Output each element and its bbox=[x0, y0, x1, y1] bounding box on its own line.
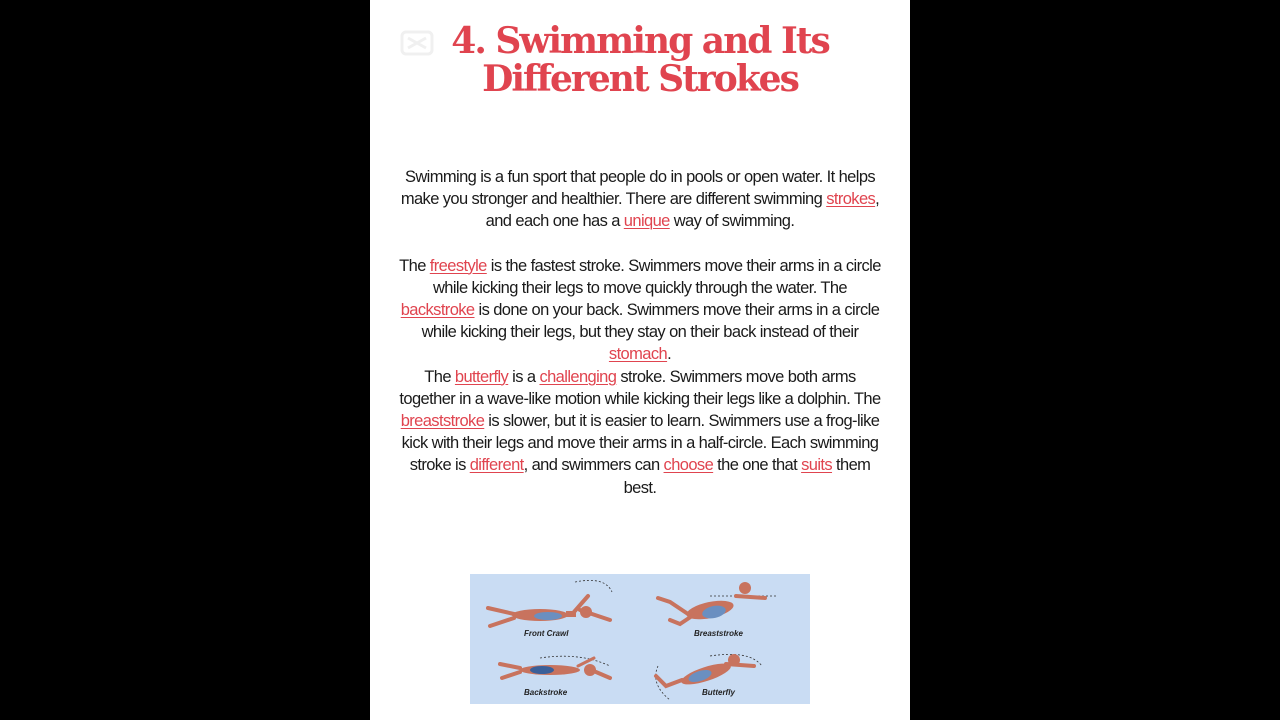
text-run: is the fastest stroke. Swimmers move their arms in a circle while kicking their legs to move quickly through the water. The bbox=[432, 256, 881, 297]
keyword-link-choose[interactable]: choose bbox=[663, 456, 714, 475]
text-run: , and swimmers can bbox=[523, 456, 664, 475]
text-run: stroke. Swimmers move both arms together in a wave-like motion while kicking their legs like a dolphin. The bbox=[399, 367, 881, 408]
text-run: is done on your back. Swimmers move their arms in a circle while kicking their legs, but they stay on their back instead of their bbox=[421, 301, 880, 342]
text-run: , and each one has a bbox=[485, 190, 880, 231]
keyword-link-unique[interactable]: unique bbox=[623, 212, 670, 231]
text-run: is slower, but it is easier to learn. Swimmers use a frog-like kick with their legs and move their arms in a half-circle. Each swimming stroke is bbox=[401, 412, 880, 475]
keyword-link-suits[interactable]: suits bbox=[801, 456, 833, 475]
text-run: The bbox=[424, 367, 455, 386]
text-run: Swimming is a fun sport that people do in pools or open water. It helps make you stronger and healthier. There are different swimming bbox=[400, 168, 876, 209]
breaststroke-swimmer-icon bbox=[658, 582, 776, 624]
keyword-link-stomach[interactable]: stomach bbox=[608, 345, 668, 364]
caption-breaststroke: Breaststroke bbox=[694, 629, 743, 638]
keyword-link-butterfly[interactable]: butterfly bbox=[454, 367, 509, 386]
text-run: The bbox=[399, 256, 430, 275]
strokes-diagram bbox=[470, 574, 810, 704]
swimming-strokes-illustration bbox=[470, 574, 810, 704]
backstroke-swimmer-icon bbox=[500, 656, 610, 678]
caption-front-crawl: Front Crawl bbox=[524, 629, 569, 638]
article-body bbox=[396, 166, 884, 499]
title-line-2: Different Strokes bbox=[482, 58, 798, 100]
paragraph-intro bbox=[396, 166, 884, 233]
text-run: . bbox=[667, 345, 672, 364]
caption-backstroke: Backstroke bbox=[524, 688, 568, 697]
text-run: them best. bbox=[623, 456, 871, 497]
paragraph-butterfly-breaststroke bbox=[396, 366, 884, 499]
title-line-1: 4. Swimming and Its bbox=[451, 20, 829, 62]
keyword-link-backstroke[interactable]: backstroke bbox=[400, 301, 475, 320]
front-crawl-swimmer-icon bbox=[488, 580, 612, 626]
text-run: the one that bbox=[713, 456, 802, 475]
text-run: way of swimming. bbox=[669, 212, 795, 231]
document-page bbox=[370, 0, 910, 720]
keyword-link-different[interactable]: different bbox=[469, 456, 524, 475]
caption-butterfly: Butterfly bbox=[702, 688, 735, 697]
paragraph-freestyle-backstroke bbox=[396, 255, 884, 366]
keyword-link-strokes[interactable]: strokes bbox=[826, 190, 876, 209]
keyword-link-challenging[interactable]: challenging bbox=[539, 367, 617, 386]
keyword-link-breaststroke[interactable]: breaststroke bbox=[400, 412, 485, 431]
page-title bbox=[370, 22, 910, 98]
text-run: is a bbox=[508, 367, 540, 386]
keyword-link-freestyle[interactable]: freestyle bbox=[429, 256, 487, 275]
